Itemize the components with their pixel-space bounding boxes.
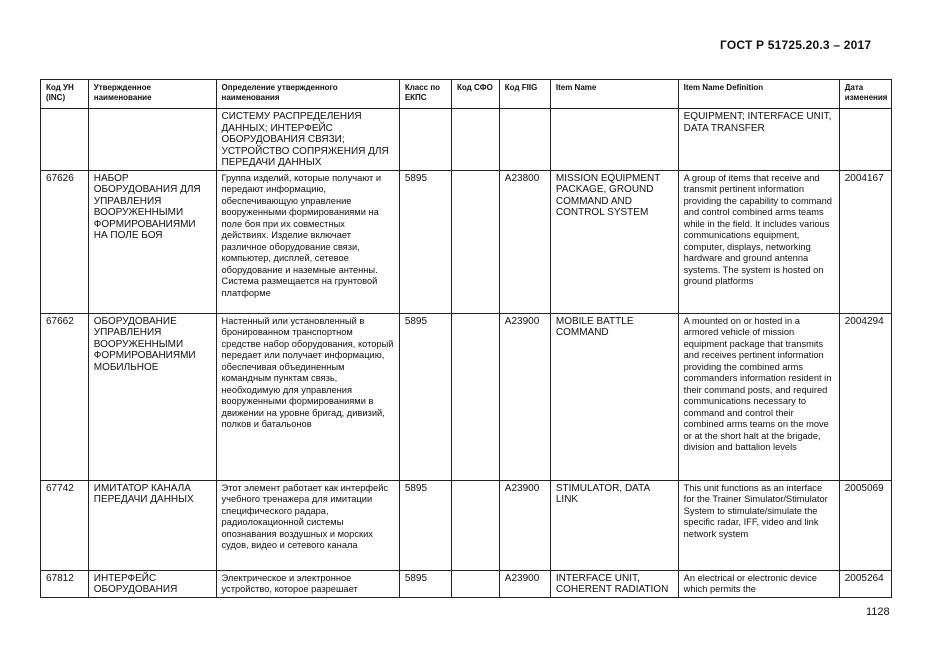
cell-definition: Настенный или установленный в бронированном транспортном средстве набор оборудования, который передает или получает информацию, обеспечивая объединенным командным пунктам связь, необходимую для управления вооруженными формированиями в движении на уровне бригад, дивизий, полков и батальонов <box>216 313 399 480</box>
cell-fiig <box>499 109 550 171</box>
page-number: 1128 <box>866 606 890 618</box>
cell-code: 67626 <box>41 170 89 313</box>
cell-definition: СИСТЕМУ РАСПРЕДЕЛЕНИЯ ДАННЫХ; ИНТЕРФЕЙС ОБОРУДОВАНИЯ СВЯЗИ; УСТРОЙСТВО СОПРЯЖЕНИЯ ДЛЯ ПЕРЕДАЧИ ДАННЫХ <box>216 109 399 171</box>
cell-class: 5895 <box>399 570 451 597</box>
cell-approved-name <box>88 109 216 171</box>
cell-approved-name: ИНТЕРФЕЙС ОБОРУДОВАНИЯ <box>88 570 216 597</box>
cell-sfo <box>452 480 500 570</box>
cell-item-name <box>550 109 678 171</box>
cell-approved-name: НАБОР ОБОРУДОВАНИЯ ДЛЯ УПРАВЛЕНИЯ ВООРУЖЕННЫМИ ФОРМИРОВАНИЯМИ НА ПОЛЕ БОЯ <box>88 170 216 313</box>
table-row <box>41 109 892 171</box>
document-title: ГОСТ Р 51725.20.3 – 2017 <box>720 38 872 52</box>
column-header-sfo: Код СФО <box>452 80 500 109</box>
cell-approved-name: ОБОРУДОВАНИЕ УПРАВЛЕНИЯ ВООРУЖЕННЫМИ ФОРМИРОВАНИЯМИ МОБИЛЬНОЕ <box>88 313 216 480</box>
cell-code: 67742 <box>41 480 89 570</box>
column-header-approved-name: Утвержденное наименование <box>88 80 216 109</box>
cell-class: 5895 <box>399 480 451 570</box>
cell-fiig: A23900 <box>499 480 550 570</box>
column-header-item-definition: Item Name Definition <box>678 80 839 109</box>
cell-fiig: A23900 <box>499 570 550 597</box>
cell-code: 67662 <box>41 313 89 480</box>
cell-item-name: STIMULATOR, DATA LINK <box>550 480 678 570</box>
cell-item-definition: A mounted on or hosted in a armored vehicle of mission equipment package that transmits and receives pertinent information providing the combined arms commanders information resident in their command posts, and required communications necessary to command and control their combined arms teams on the move or at the short halt at the brigade, division and battalion levels <box>678 313 839 480</box>
cell-date: 2004167 <box>839 170 891 313</box>
cell-definition: Электрическое и электронное устройство, которое разрешает <box>216 570 399 597</box>
table-row <box>41 313 892 480</box>
cell-item-name: MOBILE BATTLE COMMAND <box>550 313 678 480</box>
cell-class <box>399 109 451 171</box>
cell-approved-name: ИМИТАТОР КАНАЛА ПЕРЕДАЧИ ДАННЫХ <box>88 480 216 570</box>
cell-item-definition: An electrical or electronic device which permits the <box>678 570 839 597</box>
column-header-item-name: Item Name <box>550 80 678 109</box>
table-row <box>41 170 892 313</box>
cell-fiig: A23800 <box>499 170 550 313</box>
cell-item-definition: A group of items that receive and transmit pertinent information providing the capability to command and control combined arms teams while in the field. It includes various communications equipment, computer, displays, networking hardware and ground antenna systems. The system is hosted on ground platforms <box>678 170 839 313</box>
cell-definition: Этот элемент работает как интерфейс учебного тренажера для имитации специфического радара, радиолокационной системы опознавания воздушных и морских судов, видео и сетевого канала <box>216 480 399 570</box>
cell-date: 2005069 <box>839 480 891 570</box>
nomenclature-table <box>40 79 892 598</box>
column-header-fiig: Код FIIG <box>499 80 550 109</box>
cell-sfo <box>452 170 500 313</box>
table-header-row <box>41 80 892 109</box>
column-header-code: Код УН (INC) <box>41 80 89 109</box>
cell-definition: Группа изделий, которые получают и передают информацию, обеспечивающую управление вооруженными формированиями на поле боя при их совместных действиях. Изделие включает различное оборудование связи, компьютер, дисплей, сетевое оборудование и наземные антенны. Система размещается на грунтовой платформе <box>216 170 399 313</box>
cell-item-definition: This unit functions as an interface for the Trainer Simulator/Stimulator System to stimulate/simulate the specific radar, IFF, video and link network system <box>678 480 839 570</box>
cell-class: 5895 <box>399 170 451 313</box>
cell-code: 67812 <box>41 570 89 597</box>
cell-sfo <box>452 313 500 480</box>
column-header-definition: Определение утвержденного наименования <box>216 80 399 109</box>
table-row <box>41 480 892 570</box>
cell-date: 2004294 <box>839 313 891 480</box>
cell-date: 2005264 <box>839 570 891 597</box>
cell-item-name: MISSION EQUIPMENT PACKAGE, GROUND COMMAND AND CONTROL SYSTEM <box>550 170 678 313</box>
cell-fiig: A23900 <box>499 313 550 480</box>
column-header-date: Дата изменения <box>839 80 891 109</box>
cell-item-name: INTERFACE UNIT, COHERENT RADIATION <box>550 570 678 597</box>
cell-item-definition: EQUIPMENT; INTERFACE UNIT, DATA TRANSFER <box>678 109 839 171</box>
table-row <box>41 570 892 597</box>
cell-sfo <box>452 570 500 597</box>
cell-date <box>839 109 891 171</box>
cell-code <box>41 109 89 171</box>
cell-sfo <box>452 109 500 171</box>
column-header-class: Класс по ЕКПС <box>399 80 451 109</box>
cell-class: 5895 <box>399 313 451 480</box>
